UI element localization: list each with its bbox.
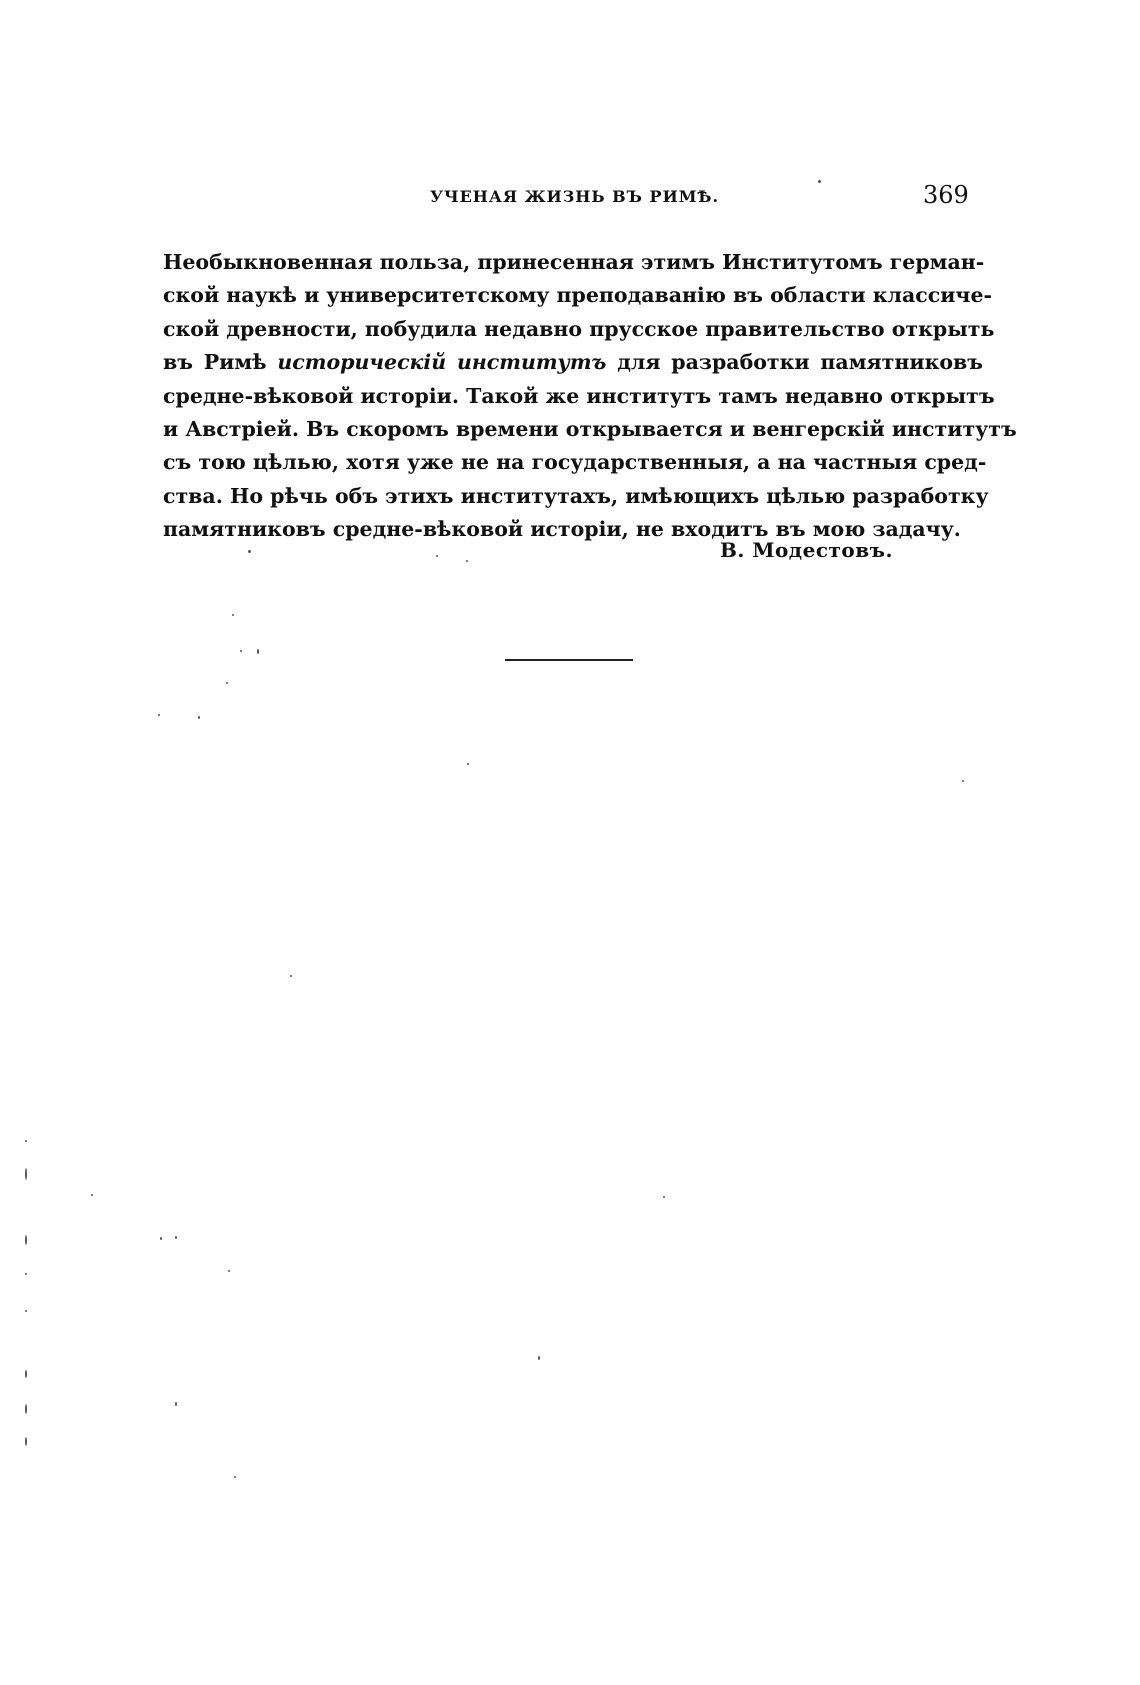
text-line: ской древности, побудила недавно прусское правительство открыть — [163, 316, 995, 341]
scan-speck — [466, 560, 468, 562]
scan-speck — [234, 1476, 236, 1478]
scan-speck — [25, 1310, 27, 1312]
page-number: 369 — [923, 181, 969, 209]
scan-speck — [158, 714, 160, 716]
scan-speck — [663, 1196, 665, 1198]
italic-term: историческій — [277, 350, 447, 375]
text-fragment: въ Римѣ — [163, 350, 267, 375]
scan-speck — [25, 1168, 27, 1180]
scan-speck — [25, 1404, 27, 1414]
text-line: Необыкновенная польза, принесенная этимъ Институтомъ герман- — [163, 250, 985, 274]
text-line: памятниковъ средне-вѣковой исторіи, не входитъ въ мою задачу. — [163, 517, 961, 542]
scan-speck — [25, 1437, 27, 1446]
scan-speck — [228, 1270, 230, 1272]
scan-speck — [818, 180, 821, 183]
running-head: УЧЕНАЯ ЖИЗНЬ ВЪ РИМѢ. — [430, 187, 720, 206]
scan-speck — [160, 1237, 162, 1240]
text-line: съ тою цѣлью, хотя уже не на государственныя, а на частныя сред- — [163, 450, 987, 475]
author-signature: В. Модестовъ. — [720, 538, 893, 562]
scan-speck — [198, 716, 200, 719]
text-line: ской наукѣ и университетскому преподаванію въ области классиче- — [163, 283, 992, 308]
scan-speck — [436, 555, 438, 557]
text-line: средне-вѣковой исторіи. Такой же институтъ тамъ недавно открытъ — [163, 383, 995, 408]
text-line — [163, 346, 983, 379]
scan-speck — [290, 975, 292, 977]
scan-speck — [25, 1140, 27, 1142]
scan-speck — [467, 763, 469, 765]
scan-speck — [538, 1356, 540, 1360]
text-line: и Австріей. Въ скоромъ времени открывается и венгерскій институтъ — [163, 416, 1017, 441]
section-end-rule — [505, 659, 633, 661]
scan-speck — [25, 1235, 27, 1245]
italic-term: институтъ — [456, 350, 607, 375]
body-paragraph — [163, 246, 1017, 547]
text-fragment: для разработки памятниковъ — [617, 350, 984, 375]
scan-speck — [175, 1236, 177, 1239]
text-line: ства. Но рѣчь объ этихъ институтахъ, имѣющихъ цѣлью разработку — [163, 483, 989, 508]
scan-speck — [257, 649, 259, 654]
scan-speck — [25, 1273, 27, 1275]
scan-speck — [248, 550, 251, 553]
scan-speck — [962, 780, 964, 782]
scan-speck — [91, 1194, 93, 1196]
scan-speck — [175, 1402, 177, 1406]
scan-speck — [226, 682, 228, 684]
scan-speck — [25, 1370, 27, 1378]
scan-speck — [232, 614, 234, 616]
scan-speck — [240, 650, 242, 652]
